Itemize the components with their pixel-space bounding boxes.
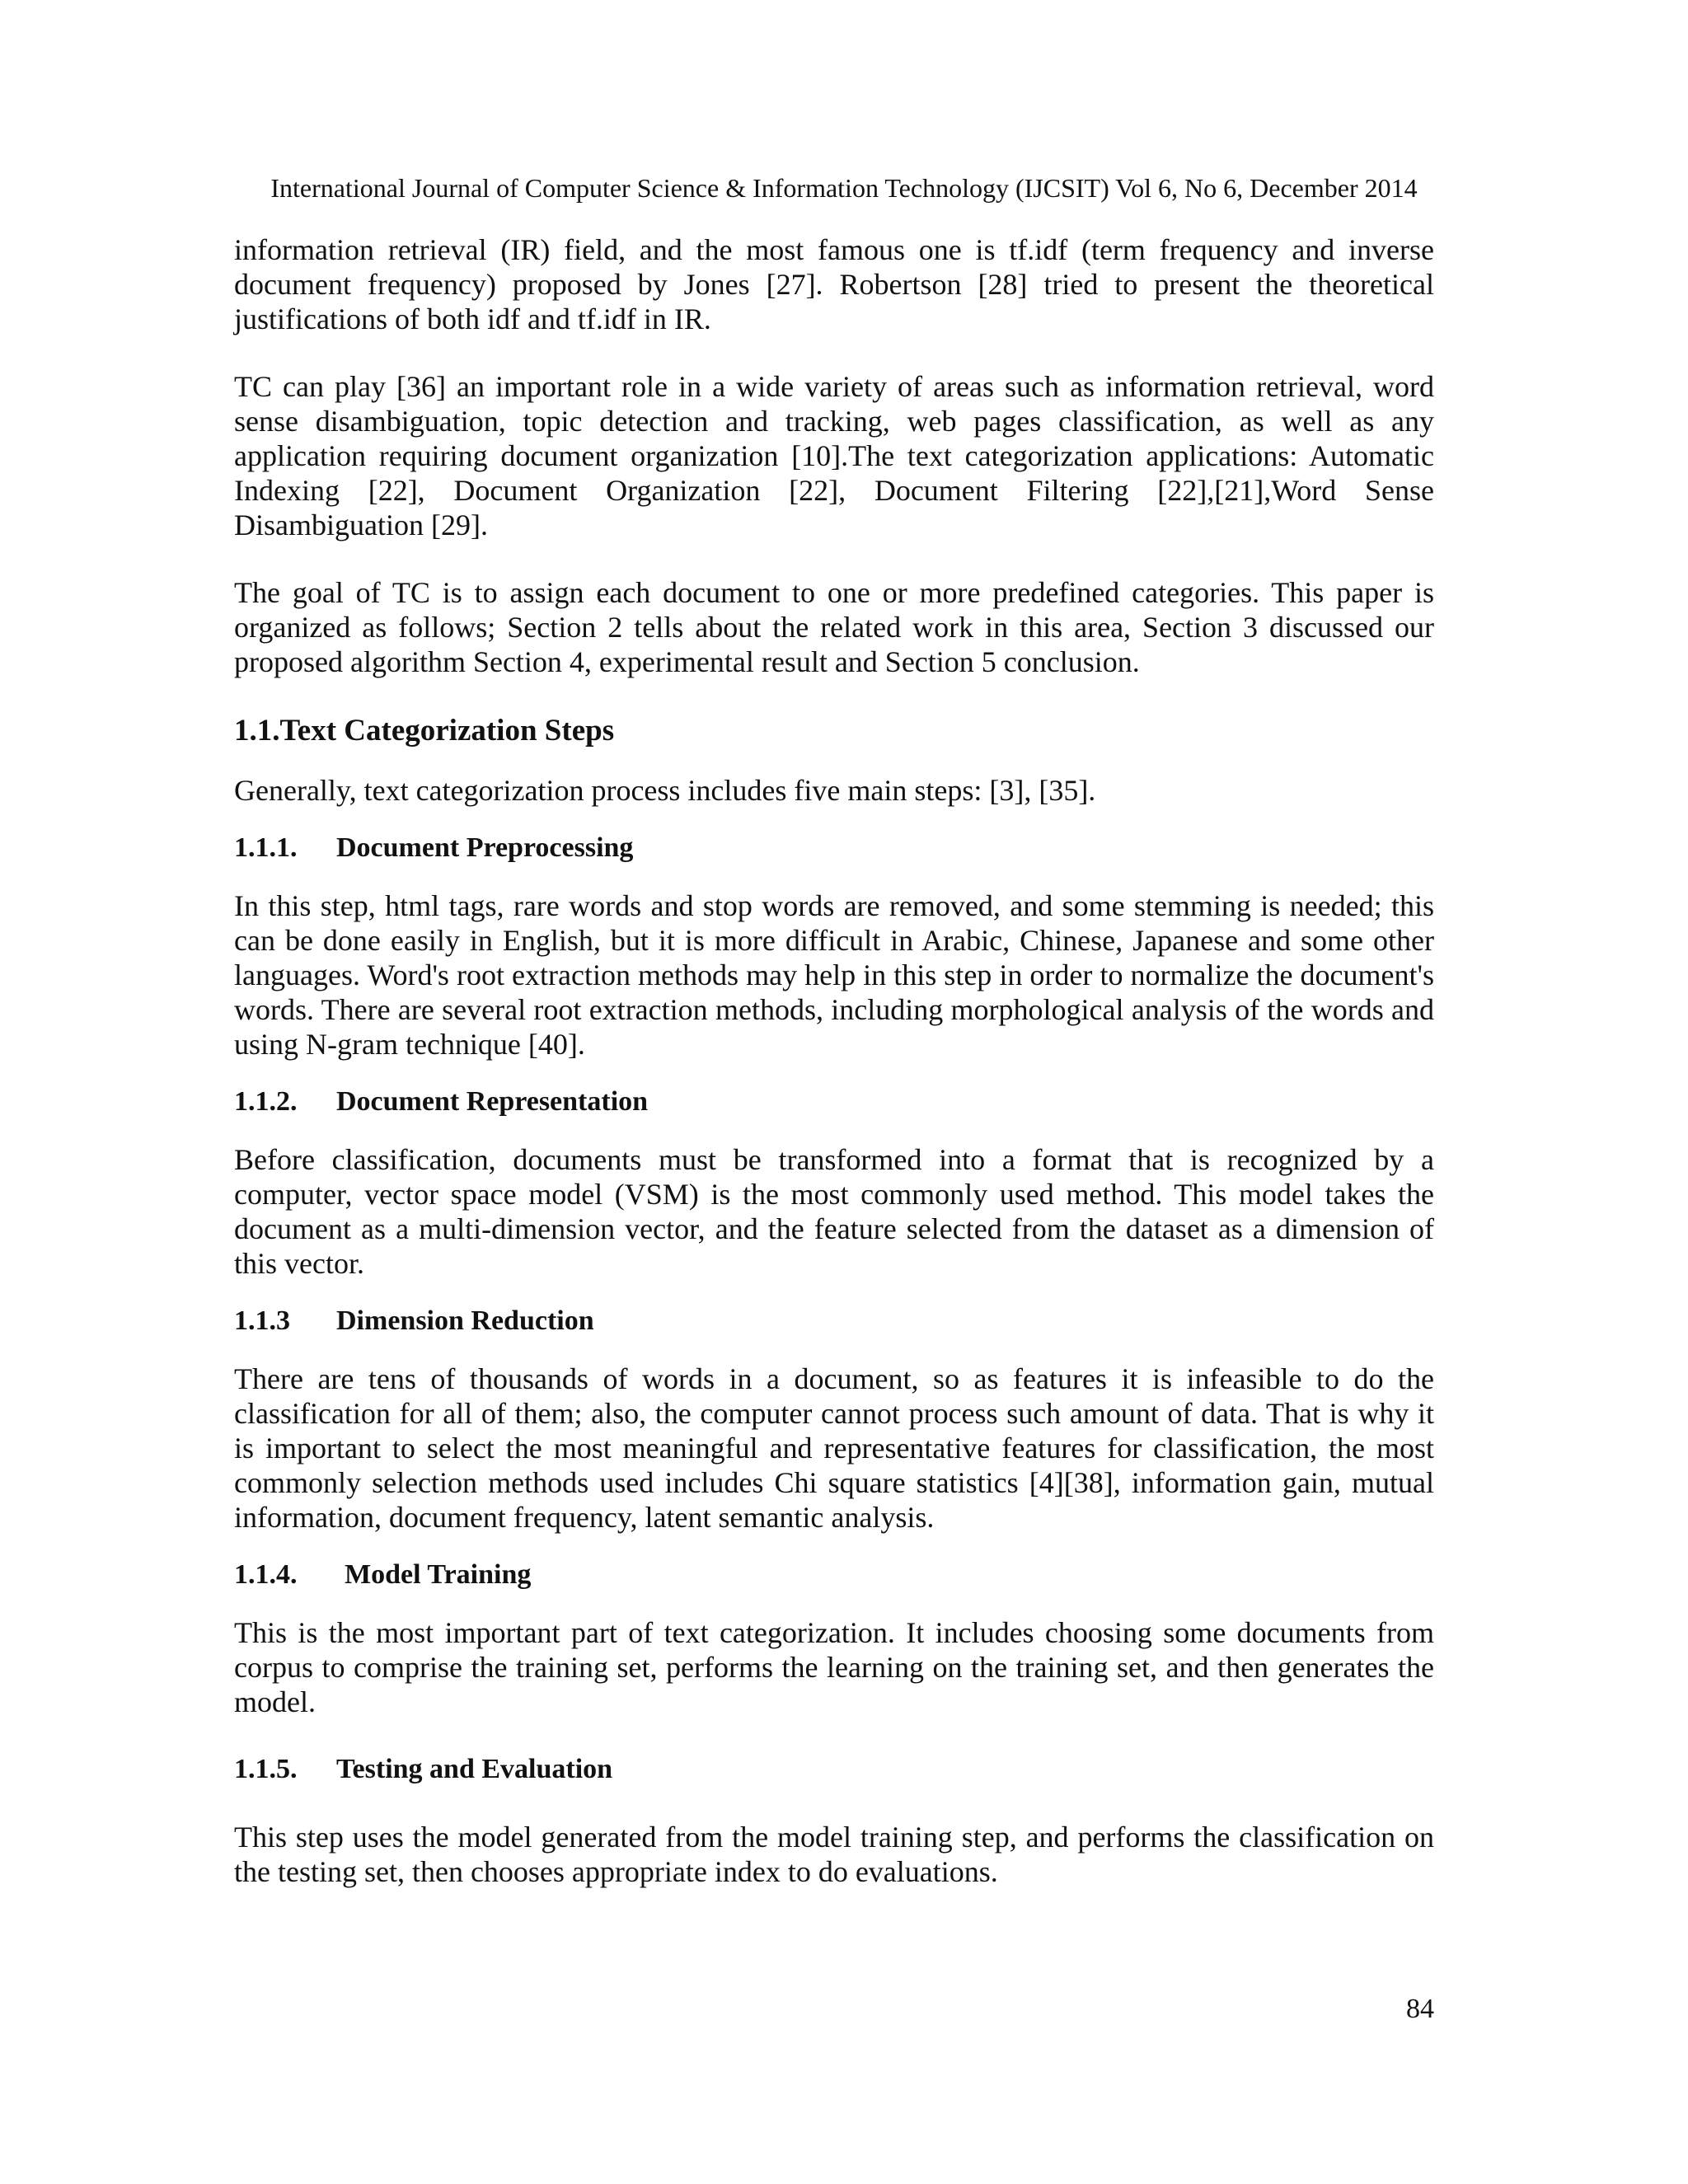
subsection-number: 1.1.1. [234, 832, 298, 863]
preprocessing-paragraph: In this step, html tags, rare words and stop words are removed, and some stemming is needed; this can be done easily in English, but it is more difficult in Arabic, Chinese, Japanese and some other languages. Word's root extraction methods may help in this step in order to normalize the document's words. There are several root extraction methods, including morphological analysis of the words and using N-gram technique [40]. [234, 889, 1434, 1061]
subsection-heading-dimension-reduction [234, 1304, 1434, 1338]
representation-paragraph: Before classification, documents must be transformed into a format that is recognized by a computer, vector space model (VSM) is the most commonly used method. This model takes the document as a multi-dimension vector, and the feature selected from the dataset as a dimension of this vector. [234, 1143, 1434, 1280]
subsection-title: Document Representation [336, 1086, 649, 1117]
subsection-number: 1.1.5. [234, 1754, 298, 1784]
subsection-heading-model-training [234, 1558, 1434, 1592]
goal-paragraph: The goal of TC is to assign each document to one or more predefined categories. This paper is organized as follows; Section 2 tells about the related work in this area, Section 3 discussed our proposed algorithm Section 4, experimental result and Section 5 conclusion. [234, 576, 1434, 678]
section-intro: Generally, text categorization process includes five main steps: [3], [35]. [234, 774, 1096, 807]
subsection-title: Document Preprocessing [336, 832, 634, 863]
subsection-number: 1.1.2. [234, 1086, 298, 1117]
subsection-heading-preprocessing [234, 831, 1434, 865]
subsection-number: 1.1.4. [234, 1559, 298, 1590]
subsection-title: Testing and Evaluation [336, 1754, 613, 1784]
subsection-title: Model Training [345, 1559, 532, 1590]
subsection-heading-representation [234, 1085, 1434, 1119]
page-body [234, 232, 1434, 1889]
dimension-reduction-paragraph: There are tens of thousands of words in a document, so as features it is infeasible to do the classification for all of them; also, the computer cannot process such amount of data. That is why it is important to select the most meaningful and representative features for classification, the most commonly selection methods used includes Chi square statistics [4][38], information gain, mutual information, document frequency, latent semantic analysis. [234, 1362, 1434, 1534]
section-heading: 1.1.Text Categorization Steps [234, 714, 615, 748]
intro-paragraph: information retrieval (IR) field, and the most famous one is tf.idf (term frequency and inverse document frequency) proposed by Jones [27]. Robertson [28] tried to present the theoretical justifications of both idf and tf.idf in IR. [234, 233, 1434, 335]
page-number: 84 [1406, 1994, 1434, 2024]
testing-paragraph: This step uses the model generated from the model training step, and performs the classification on the testing set, then chooses appropriate index to do evaluations. [234, 1821, 1434, 1888]
applications-paragraph: TC can play [36] an important role in a wide variety of areas such as information retrieval, word sense disambiguation, topic detection and tracking, web pages classification, as well as any application requiring document organization [10].The text categorization applications: Automatic Indexing [22], Document Organization [22], Document Filtering [22],[21],Word Sense Disambiguation [29]. [234, 370, 1434, 541]
subsection-number: 1.1.3 [234, 1305, 290, 1336]
subsection-title: Dimension Reduction [336, 1305, 594, 1336]
journal-header: International Journal of Computer Science & Information Technology (IJCSIT) Vol 6, No 6, December 2014 [270, 173, 1418, 203]
subsection-heading-testing [234, 1752, 1434, 1787]
model-training-paragraph: This is the most important part of text categorization. It includes choosing some documents from corpus to comprise the training set, performs the learning on the training set, and then generates the model. [234, 1616, 1434, 1718]
